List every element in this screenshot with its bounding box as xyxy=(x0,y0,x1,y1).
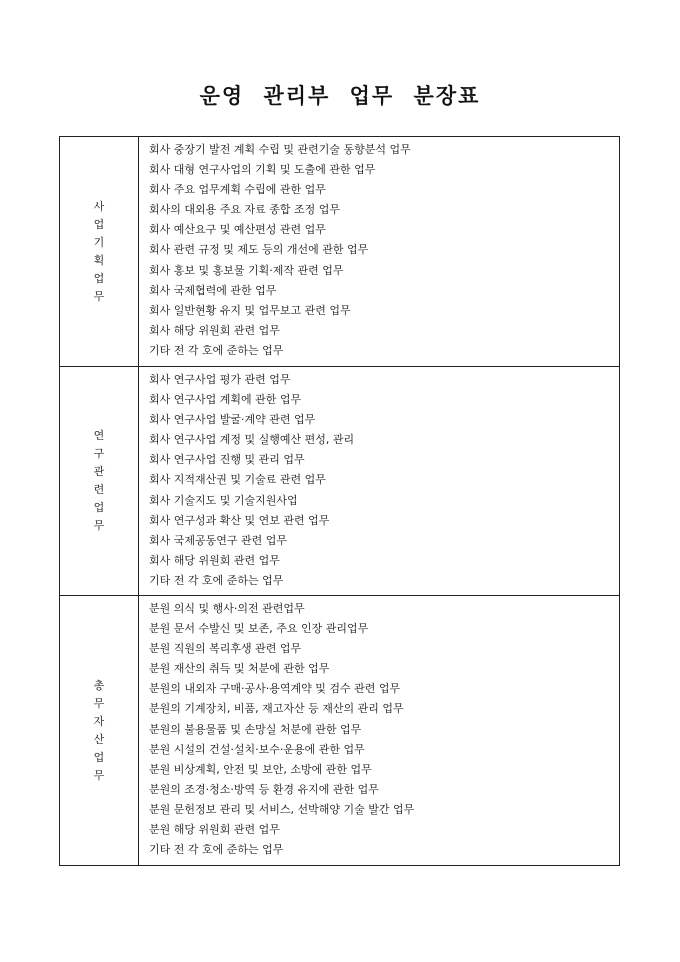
duty-item: 회사 연구사업 발굴·계약 관련 업무 xyxy=(149,413,316,427)
duty-item: 회사 연구사업 계정 및 실행예산 편성, 관리 xyxy=(149,433,355,447)
page-title: 운영 관리부 업무 분장표 xyxy=(199,83,481,108)
duty-item: 분원 직원의 복리후생 관련 업무 xyxy=(149,642,302,656)
duty-item: 회사 국제협력에 관한 업무 xyxy=(149,283,277,297)
section-row xyxy=(60,367,620,596)
duty-item: 분원 재산의 취득 및 처분에 관한 업무 xyxy=(149,662,330,676)
category-label xyxy=(60,198,138,306)
category-char: 총 xyxy=(93,678,105,692)
duty-item: 분원 의식 및 행사·의전 관련업무 xyxy=(149,602,305,615)
duty-item: 회사 기술지도 및 기술지원사업 xyxy=(149,493,298,507)
duty-item: 회사 관련 규정 및 제도 등의 개선에 관한 업무 xyxy=(149,243,369,257)
category-char: 무 xyxy=(93,768,105,782)
items-cell xyxy=(139,596,620,866)
category-char: 구 xyxy=(93,447,105,460)
duty-table xyxy=(59,136,620,866)
category-char: 업 xyxy=(93,750,105,764)
category-char: 업 xyxy=(93,271,105,285)
duty-item: 회사 예산요구 및 예산편성 관련 업무 xyxy=(149,223,326,237)
duty-item: 회사 연구성과 확산 및 연보 관련 업무 xyxy=(149,513,330,527)
duty-item: 기타 전 각 호에 준하는 업무 xyxy=(149,573,284,587)
duty-item: 분원 비상계획, 안전 및 보안, 소방에 관한 업무 xyxy=(149,762,372,776)
duty-item: 회사 지적재산권 및 기술료 관련 업무 xyxy=(149,473,326,487)
category-cell xyxy=(60,596,139,866)
items-cell xyxy=(139,137,620,367)
category-char: 무 xyxy=(93,519,105,532)
duty-item: 회사 연구사업 계획에 관한 업무 xyxy=(149,393,302,407)
items-cell xyxy=(139,367,620,596)
duty-item: 분원의 조경·청소·방역 등 환경 유지에 관한 업무 xyxy=(149,782,379,796)
duty-item: 회사 일반현황 유지 및 업무보고 관련 업무 xyxy=(149,303,351,317)
duty-item: 분원의 불용물품 및 손망실 처분에 관한 업무 xyxy=(149,722,362,736)
duty-item: 분원의 기계장치, 비품, 재고자산 등 재산의 관리 업무 xyxy=(149,702,404,716)
duty-item: 회사 연구사업 진행 및 관리 업무 xyxy=(149,453,305,467)
category-char: 업 xyxy=(93,501,105,514)
category-char: 사 xyxy=(93,199,105,213)
duty-item: 기타 전 각 호에 준하는 업무 xyxy=(149,343,284,357)
category-cell xyxy=(60,367,139,596)
duty-item: 분원 문서 수발신 및 보존, 주요 인장 관리업무 xyxy=(149,622,369,636)
category-label xyxy=(60,677,138,785)
category-label xyxy=(60,427,138,535)
duty-item: 회사 홍보 및 홍보물 기획·제작 관련 업무 xyxy=(149,263,344,277)
duty-item: 분원 시설의 건설·설치·보수·운용에 관한 업무 xyxy=(149,742,365,756)
category-char: 산 xyxy=(93,732,105,746)
category-char: 획 xyxy=(93,253,105,267)
duty-item: 회사의 대외용 주요 자료 종합 조정 업무 xyxy=(149,203,340,217)
duty-item: 분원의 내외자 구매·공사·용역계약 및 검수 관련 업무 xyxy=(149,682,401,696)
category-char: 무 xyxy=(93,289,105,303)
duty-item: 회사 연구사업 평가 관련 업무 xyxy=(149,373,291,386)
duty-item: 분원 해당 위원회 관련 업무 xyxy=(149,823,280,837)
category-char: 기 xyxy=(93,235,105,249)
duty-item: 기타 전 각 호에 준하는 업무 xyxy=(149,843,284,857)
duty-item: 회사 해당 위원회 관련 업무 xyxy=(149,553,280,567)
section-row xyxy=(60,137,620,367)
duty-item: 회사 주요 업무계획 수립에 관한 업무 xyxy=(149,183,326,197)
category-char: 련 xyxy=(93,483,105,496)
category-char: 연 xyxy=(93,429,105,442)
duty-item: 회사 해당 위원회 관련 업무 xyxy=(149,323,280,337)
category-char: 관 xyxy=(93,465,105,478)
category-cell xyxy=(60,137,139,367)
duty-item: 회사 중장기 발전 계획 수립 및 관련기술 동향분석 업무 xyxy=(149,143,411,156)
duty-item: 회사 국제공동연구 관련 업무 xyxy=(149,533,288,547)
duty-item: 회사 대형 연구사업의 기획 및 도출에 관한 업무 xyxy=(149,163,376,177)
category-char: 업 xyxy=(93,217,105,231)
duty-item: 분원 문헌정보 관리 및 서비스, 선박해양 기술 발간 업무 xyxy=(149,802,415,816)
category-char: 자 xyxy=(93,714,105,728)
section-row xyxy=(60,596,620,866)
category-char: 무 xyxy=(93,696,105,710)
